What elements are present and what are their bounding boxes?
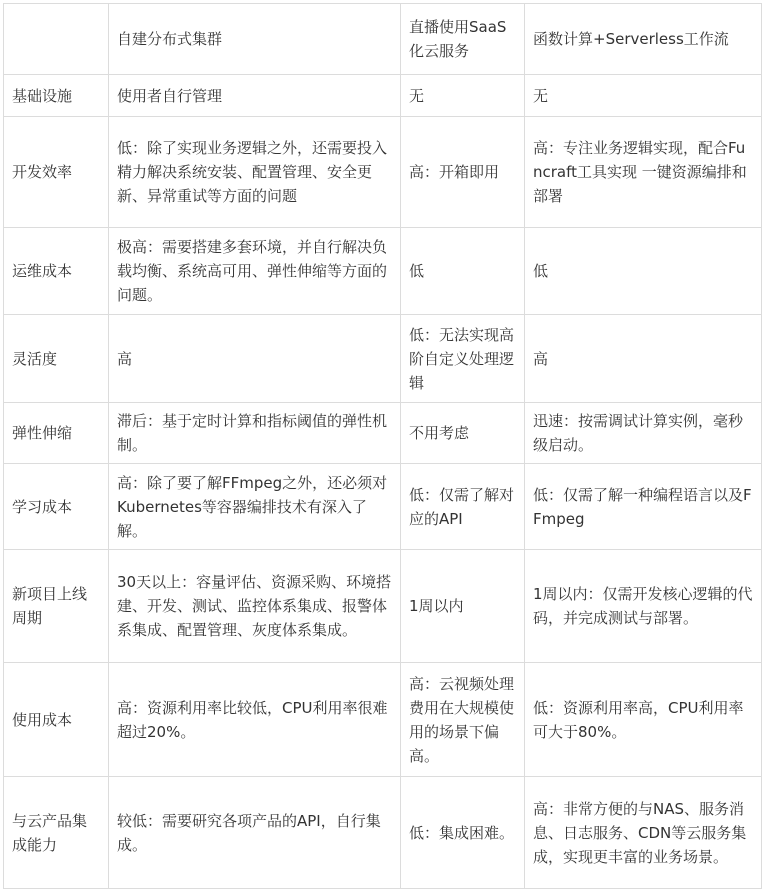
- table-cell: 高：资源利用率比较低，CPU利用率很难超过20%。: [109, 663, 401, 777]
- table-cell: 低: [525, 228, 762, 315]
- header-cell-empty: [4, 4, 109, 75]
- table-cell: 高: [109, 315, 401, 403]
- table-cell: 高：专注业务逻辑实现，配合Funcraft工具实现 一键资源编排和部署: [525, 117, 762, 228]
- table-row: [4, 117, 762, 228]
- table-cell: 使用者自行管理: [109, 75, 401, 117]
- row-label: 开发效率: [4, 117, 109, 228]
- table-row: [4, 777, 762, 889]
- table-row: [4, 550, 762, 663]
- table-cell: 不用考虑: [401, 403, 525, 464]
- table-row: [4, 228, 762, 315]
- table-cell: 无: [401, 75, 525, 117]
- table-row: [4, 663, 762, 777]
- table-cell: 滞后：基于定时计算和指标阈值的弹性机制。: [109, 403, 401, 464]
- table-cell: 1周以内: [401, 550, 525, 663]
- row-label: 使用成本: [4, 663, 109, 777]
- header-cell-saas: 直播使用SaaS化云服务: [401, 4, 525, 75]
- table-cell: 低：除了实现业务逻辑之外，还需要投入精力解决系统安装、配置管理、安全更新、异常重试等方面的问题: [109, 117, 401, 228]
- header-row: [4, 4, 762, 75]
- table-cell: 1周以内：仅需开发核心逻辑的代码，并完成测试与部署。: [525, 550, 762, 663]
- row-label: 与云产品集成能力: [4, 777, 109, 889]
- table-cell: 较低：需要研究各项产品的API，自行集成。: [109, 777, 401, 889]
- table-cell: 极高：需要搭建多套环境，并自行解决负载均衡、系统高可用、弹性伸缩等方面的问题。: [109, 228, 401, 315]
- table-cell: 低: [401, 228, 525, 315]
- table-cell: 30天以上：容量评估、资源采购、环境搭建、开发、测试、监控体系集成、报警体系集成、配置管理、灰度体系集成。: [109, 550, 401, 663]
- table-cell: 无: [525, 75, 762, 117]
- table-row: [4, 403, 762, 464]
- comparison-table: [3, 3, 762, 889]
- row-label: 运维成本: [4, 228, 109, 315]
- table-cell: 低：资源利用率高，CPU利用率可大于80%。: [525, 663, 762, 777]
- table-cell: 低：无法实现高阶自定义处理逻辑: [401, 315, 525, 403]
- table-row: [4, 315, 762, 403]
- table-cell: 高：非常方便的与NAS、服务消息、日志服务、CDN等云服务集成，实现更丰富的业务场景。: [525, 777, 762, 889]
- row-label: 学习成本: [4, 464, 109, 550]
- header-cell-serverless: 函数计算+Serverless工作流: [525, 4, 762, 75]
- table-cell: 高：开箱即用: [401, 117, 525, 228]
- table-cell: 低：仅需了解对应的API: [401, 464, 525, 550]
- table-cell: 迅速：按需调试计算实例，毫秒级启动。: [525, 403, 762, 464]
- row-label: 新项目上线周期: [4, 550, 109, 663]
- table-row: [4, 464, 762, 550]
- table-cell: 高: [525, 315, 762, 403]
- header-cell-self-built: 自建分布式集群: [109, 4, 401, 75]
- table-cell: 低：集成困难。: [401, 777, 525, 889]
- table-row: [4, 75, 762, 117]
- table-cell: 高：除了要了解FFmpeg之外，还必须对Kubernetes等容器编排技术有深入了解。: [109, 464, 401, 550]
- table-cell: 低：仅需了解一种编程语言以及FFmpeg: [525, 464, 762, 550]
- table-cell: 高：云视频处理费用在大规模使用的场景下偏高。: [401, 663, 525, 777]
- row-label: 弹性伸缩: [4, 403, 109, 464]
- row-label: 灵活度: [4, 315, 109, 403]
- row-label: 基础设施: [4, 75, 109, 117]
